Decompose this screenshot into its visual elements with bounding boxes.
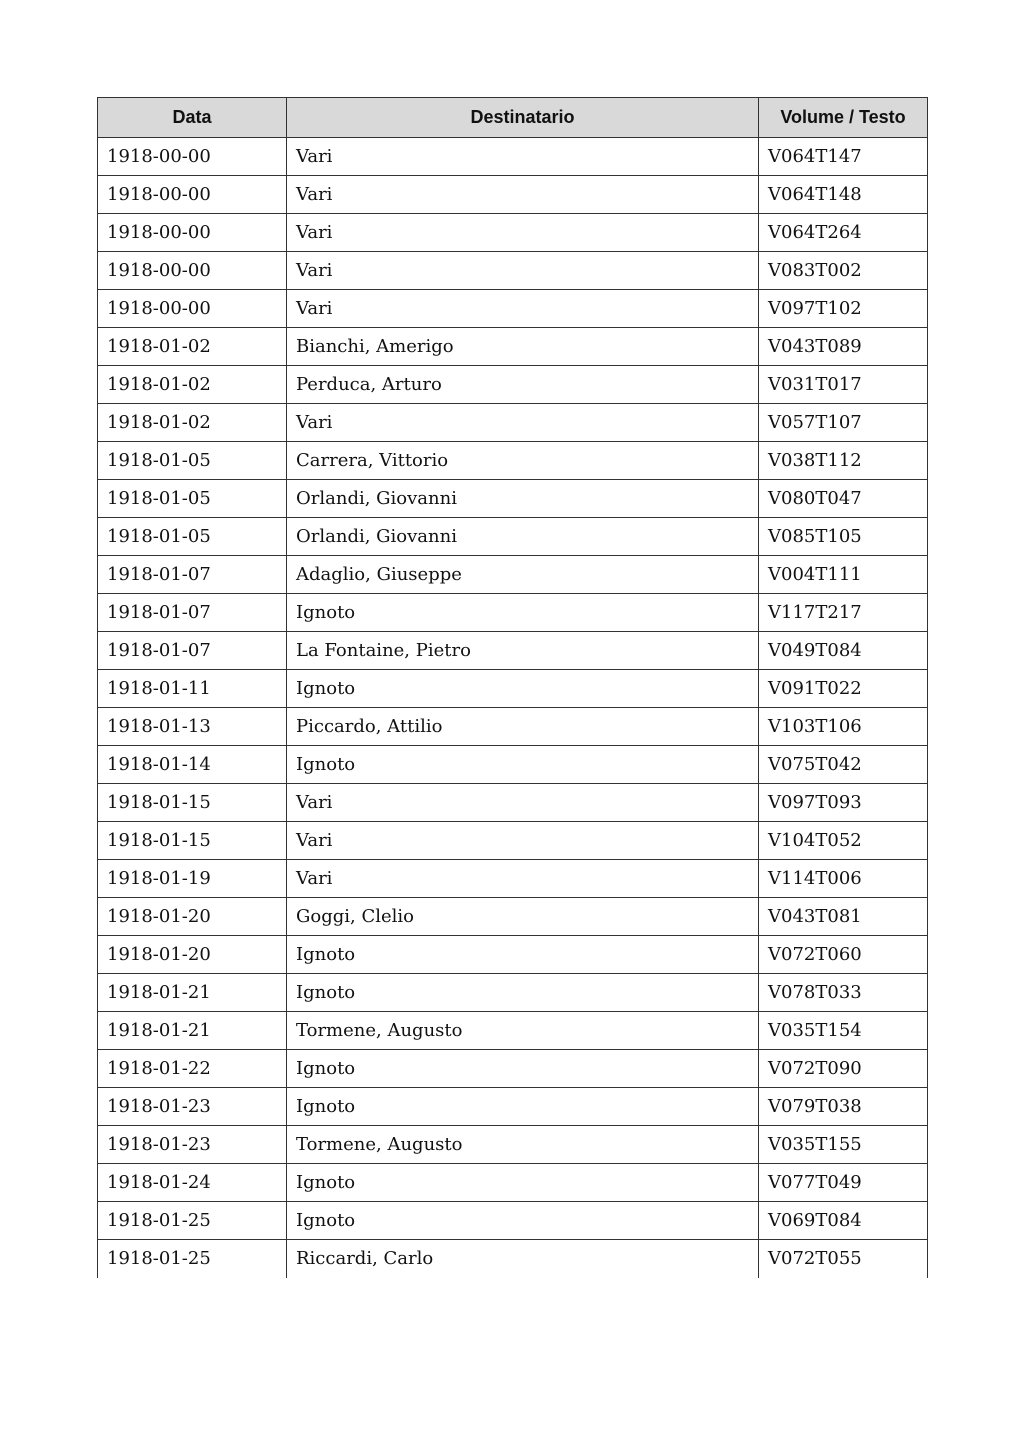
cell-recipient: Vari bbox=[287, 822, 759, 860]
cell-date: 1918-01-24 bbox=[98, 1164, 287, 1202]
cell-recipient: Vari bbox=[287, 860, 759, 898]
cell-date: 1918-01-05 bbox=[98, 518, 287, 556]
cell-volume: V080T047 bbox=[759, 480, 928, 518]
cell-date: 1918-01-07 bbox=[98, 594, 287, 632]
cell-recipient: Riccardi, Carlo bbox=[287, 1240, 759, 1278]
cell-date: 1918-01-20 bbox=[98, 936, 287, 974]
cell-volume: V064T148 bbox=[759, 176, 928, 214]
cell-date: 1918-01-11 bbox=[98, 670, 287, 708]
table-row bbox=[98, 1164, 928, 1202]
cell-date: 1918-01-02 bbox=[98, 328, 287, 366]
table-row bbox=[98, 936, 928, 974]
cell-recipient: Ignoto bbox=[287, 746, 759, 784]
cell-date: 1918-01-05 bbox=[98, 480, 287, 518]
cell-recipient: La Fontaine, Pietro bbox=[287, 632, 759, 670]
cell-recipient: Ignoto bbox=[287, 1202, 759, 1240]
table-row bbox=[98, 1050, 928, 1088]
table-row bbox=[98, 784, 928, 822]
table-row bbox=[98, 556, 928, 594]
cell-volume: V117T217 bbox=[759, 594, 928, 632]
table-row bbox=[98, 328, 928, 366]
cell-recipient: Goggi, Clelio bbox=[287, 898, 759, 936]
cell-volume: V078T033 bbox=[759, 974, 928, 1012]
cell-recipient: Vari bbox=[287, 252, 759, 290]
cell-recipient: Vari bbox=[287, 138, 759, 176]
cell-date: 1918-01-25 bbox=[98, 1202, 287, 1240]
cell-recipient: Ignoto bbox=[287, 670, 759, 708]
column-header-date: Data bbox=[98, 98, 287, 138]
cell-volume: V043T089 bbox=[759, 328, 928, 366]
cell-volume: V064T147 bbox=[759, 138, 928, 176]
cell-volume: V079T038 bbox=[759, 1088, 928, 1126]
table-header bbox=[98, 98, 928, 138]
table-row bbox=[98, 138, 928, 176]
cell-volume: V069T084 bbox=[759, 1202, 928, 1240]
cell-recipient: Perduca, Arturo bbox=[287, 366, 759, 404]
cell-date: 1918-01-14 bbox=[98, 746, 287, 784]
column-header-recipient: Destinatario bbox=[287, 98, 759, 138]
cell-volume: V035T154 bbox=[759, 1012, 928, 1050]
table-row bbox=[98, 1088, 928, 1126]
cell-recipient: Piccardo, Attilio bbox=[287, 708, 759, 746]
table-row bbox=[98, 518, 928, 556]
header-row bbox=[98, 98, 928, 138]
cell-volume: V091T022 bbox=[759, 670, 928, 708]
cell-volume: V072T060 bbox=[759, 936, 928, 974]
table-row bbox=[98, 746, 928, 784]
cell-date: 1918-01-21 bbox=[98, 1012, 287, 1050]
cell-volume: V038T112 bbox=[759, 442, 928, 480]
cell-recipient: Carrera, Vittorio bbox=[287, 442, 759, 480]
cell-recipient: Ignoto bbox=[287, 1164, 759, 1202]
cell-date: 1918-01-19 bbox=[98, 860, 287, 898]
cell-date: 1918-01-25 bbox=[98, 1240, 287, 1278]
cell-date: 1918-00-00 bbox=[98, 214, 287, 252]
cell-volume: V085T105 bbox=[759, 518, 928, 556]
cell-recipient: Ignoto bbox=[287, 1050, 759, 1088]
cell-volume: V049T084 bbox=[759, 632, 928, 670]
cell-recipient: Bianchi, Amerigo bbox=[287, 328, 759, 366]
cell-recipient: Adaglio, Giuseppe bbox=[287, 556, 759, 594]
letters-table bbox=[97, 97, 928, 1278]
cell-date: 1918-01-07 bbox=[98, 556, 287, 594]
table-row bbox=[98, 252, 928, 290]
cell-recipient: Vari bbox=[287, 290, 759, 328]
table-row bbox=[98, 1240, 928, 1278]
cell-volume: V075T042 bbox=[759, 746, 928, 784]
cell-date: 1918-01-02 bbox=[98, 404, 287, 442]
cell-date: 1918-01-05 bbox=[98, 442, 287, 480]
cell-recipient: Ignoto bbox=[287, 936, 759, 974]
table-row bbox=[98, 290, 928, 328]
table-row bbox=[98, 594, 928, 632]
cell-date: 1918-01-07 bbox=[98, 632, 287, 670]
cell-recipient: Vari bbox=[287, 214, 759, 252]
table-row bbox=[98, 708, 928, 746]
cell-recipient: Vari bbox=[287, 404, 759, 442]
cell-date: 1918-01-21 bbox=[98, 974, 287, 1012]
cell-volume: V035T155 bbox=[759, 1126, 928, 1164]
cell-volume: V064T264 bbox=[759, 214, 928, 252]
cell-date: 1918-01-13 bbox=[98, 708, 287, 746]
cell-volume: V103T106 bbox=[759, 708, 928, 746]
cell-date: 1918-01-23 bbox=[98, 1088, 287, 1126]
cell-recipient: Tormene, Augusto bbox=[287, 1126, 759, 1164]
cell-recipient: Vari bbox=[287, 176, 759, 214]
table-body bbox=[98, 138, 928, 1278]
cell-volume: V043T081 bbox=[759, 898, 928, 936]
cell-recipient: Tormene, Augusto bbox=[287, 1012, 759, 1050]
table-row bbox=[98, 860, 928, 898]
cell-date: 1918-00-00 bbox=[98, 138, 287, 176]
cell-date: 1918-01-15 bbox=[98, 822, 287, 860]
cell-date: 1918-01-15 bbox=[98, 784, 287, 822]
column-header-volume: Volume / Testo bbox=[759, 98, 928, 138]
table-row bbox=[98, 480, 928, 518]
cell-date: 1918-01-20 bbox=[98, 898, 287, 936]
cell-recipient: Ignoto bbox=[287, 594, 759, 632]
cell-recipient: Vari bbox=[287, 784, 759, 822]
cell-recipient: Ignoto bbox=[287, 1088, 759, 1126]
table-row bbox=[98, 898, 928, 936]
cell-volume: V077T049 bbox=[759, 1164, 928, 1202]
cell-volume: V072T090 bbox=[759, 1050, 928, 1088]
cell-date: 1918-01-23 bbox=[98, 1126, 287, 1164]
table-row bbox=[98, 214, 928, 252]
table-row bbox=[98, 1012, 928, 1050]
cell-volume: V114T006 bbox=[759, 860, 928, 898]
table-row bbox=[98, 670, 928, 708]
table-row bbox=[98, 1126, 928, 1164]
cell-date: 1918-01-02 bbox=[98, 366, 287, 404]
table-row bbox=[98, 176, 928, 214]
cell-volume: V004T111 bbox=[759, 556, 928, 594]
cell-date: 1918-00-00 bbox=[98, 252, 287, 290]
table-row bbox=[98, 404, 928, 442]
cell-volume: V031T017 bbox=[759, 366, 928, 404]
cell-volume: V097T102 bbox=[759, 290, 928, 328]
table-row bbox=[98, 366, 928, 404]
cell-volume: V097T093 bbox=[759, 784, 928, 822]
cell-date: 1918-00-00 bbox=[98, 290, 287, 328]
cell-volume: V083T002 bbox=[759, 252, 928, 290]
cell-recipient: Ignoto bbox=[287, 974, 759, 1012]
table-row bbox=[98, 1202, 928, 1240]
table-row bbox=[98, 632, 928, 670]
cell-recipient: Orlandi, Giovanni bbox=[287, 518, 759, 556]
cell-recipient: Orlandi, Giovanni bbox=[287, 480, 759, 518]
table-row bbox=[98, 974, 928, 1012]
table-row bbox=[98, 442, 928, 480]
cell-date: 1918-00-00 bbox=[98, 176, 287, 214]
cell-volume: V057T107 bbox=[759, 404, 928, 442]
cell-volume: V072T055 bbox=[759, 1240, 928, 1278]
cell-volume: V104T052 bbox=[759, 822, 928, 860]
cell-date: 1918-01-22 bbox=[98, 1050, 287, 1088]
table-row bbox=[98, 822, 928, 860]
